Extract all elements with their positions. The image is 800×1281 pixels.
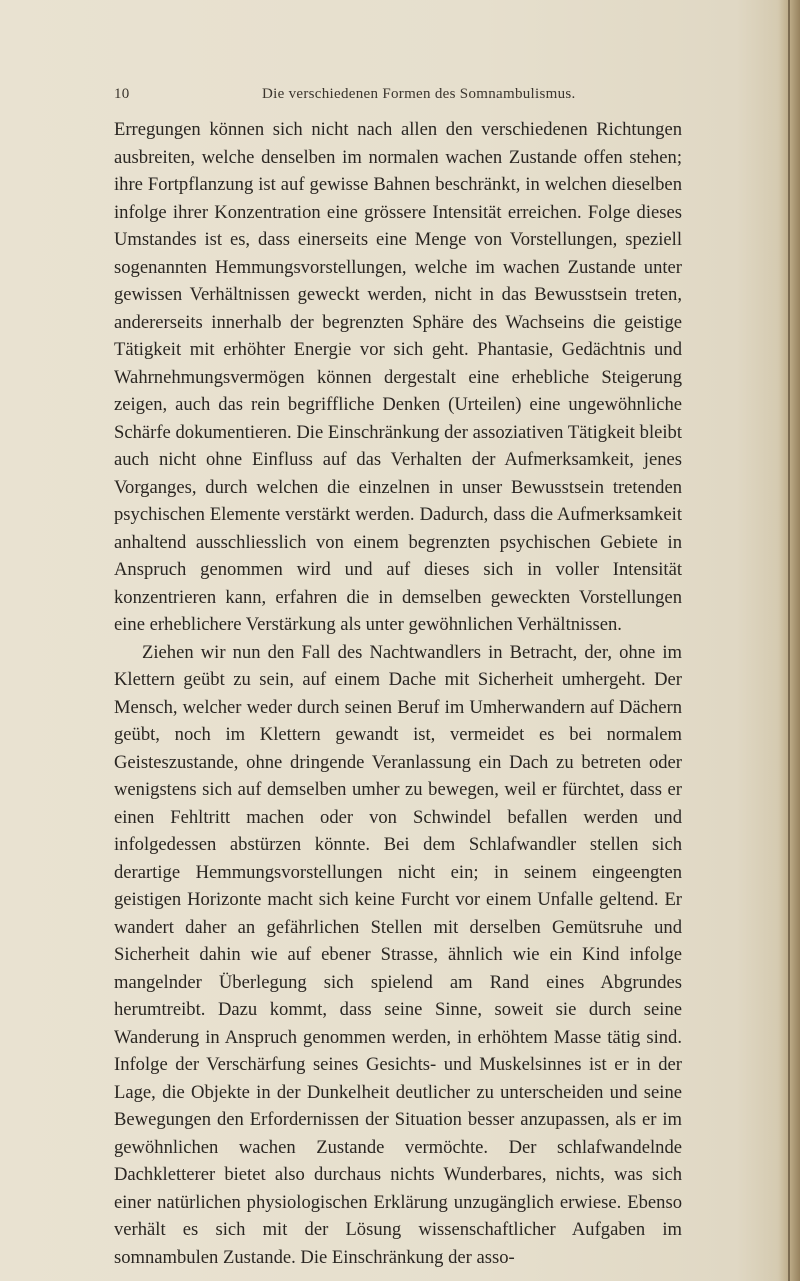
page-binding-edge [788, 0, 790, 1281]
paragraph-2: Ziehen wir nun den Fall des Nachtwandlers in Betracht, der, ohne im Klettern geübt zu sein, auf einem Dache mit Sicherheit umhergeht. Der Mensch, welcher weder durch seinen Beruf im Umherwandern auf Dächern geübt, noch im Klettern gewandt ist, vermeidet es bei normalem Geisteszustande, ohne dringende Veranlassung ein Dach zu betreten oder wenigstens sich auf demselben umher zu bewegen, weil er fürchtet, dass er einen Fehltritt machen oder von Schwindel befallen werden und infolgedessen abstürzen könnte. Bei dem Schlafwandler stellen sich derartige Hemmungsvorstellungen nicht ein; in seinem eingeengten geistigen Horizonte macht sich keine Furcht vor einem Unfalle geltend. Er wandert daher an gefährlichen Stellen mit derselben Gemütsruhe und Sicherheit dahin wie auf ebener Strasse, ähnlich wie ein Kind infolge mangelnder Überlegung sich spielend am Rand eines Abgrundes herumtreibt. Dazu kommt, dass seine Sinne, soweit sie durch seine Wanderung in Anspruch genommen werden, in erhöhtem Masse tätig sind. Infolge der Verschärfung seines Gesichts- und Muskelsinnes ist er in der Lage, die Objekte in der Dunkelheit deutlicher zu unterscheiden und seine Bewegungen den Erfordernissen der Situation besser anzupassen, als er im gewöhnlichen wachen Zustande vermöchte. Der schlafwandelnde Dachkletterer bietet also durchaus nichts Wunderbares, nichts, was sich einer natürlichen physiologischen Erklärung unzugänglich erwiese. Ebenso verhält es sich mit der Lösung wissenschaftlicher Aufgaben im somnambulen Zustande. Die Einschränkung der asso- [114, 641, 682, 1268]
paragraph-1: Erregungen können sich nicht nach allen den verschiedenen Richtungen ausbreiten, welche denselben im normalen wachen Zustande offen stehen; ihre Fortpflanzung ist auf gewisse Bahnen beschränkt, in welchen dieselben infolge ihrer Konzentration eine grössere Intensität erreichen. Folge dieses Umstandes ist es, dass einerseits eine Menge von Vorstellungen, speziell sogenannten Hemmungsvorstellungen, welche im wachen Zustande unter gewissen Verhältnissen geweckt werden, nicht in das Bewusstsein treten, andererseits innerhalb der begrenzten Sphäre des Wachseins die geistige Tätigkeit mit erhöhter Energie vor sich geht. Phantasie, Gedächtnis und Wahrnehmungsvermögen können dergestalt eine erhebliche Steigerung zeigen, auch das rein begriffliche Denken (Urteilen) eine ungewöhnliche Schärfe dokumentieren. Die Einschränkung der assoziativen Tätigkeit bleibt auch nicht ohne Einfluss auf das Verhalten der Aufmerksamkeit, jenes Vorganges, durch welchen die einzelnen in unser Bewusstsein tretenden psychischen Elemente verstärkt werden. Dadurch, dass die Aufmerksamkeit anhaltend ausschliesslich von einem begrenzten psychischen Gebiete in Anspruch genommen wird und auf dieses sich in voller Intensität konzentrieren kann, erfahren die in demselben geweckten Vorstellungen eine erheblichere Verstärkung als unter gewöhnlichen Verhältnissen. [114, 119, 682, 635]
page-number: 10 [114, 86, 130, 102]
running-header [114, 86, 682, 106]
running-title: Die verschiedenen Formen des Somnambulismus. [262, 86, 576, 102]
body-text [114, 116, 682, 1271]
